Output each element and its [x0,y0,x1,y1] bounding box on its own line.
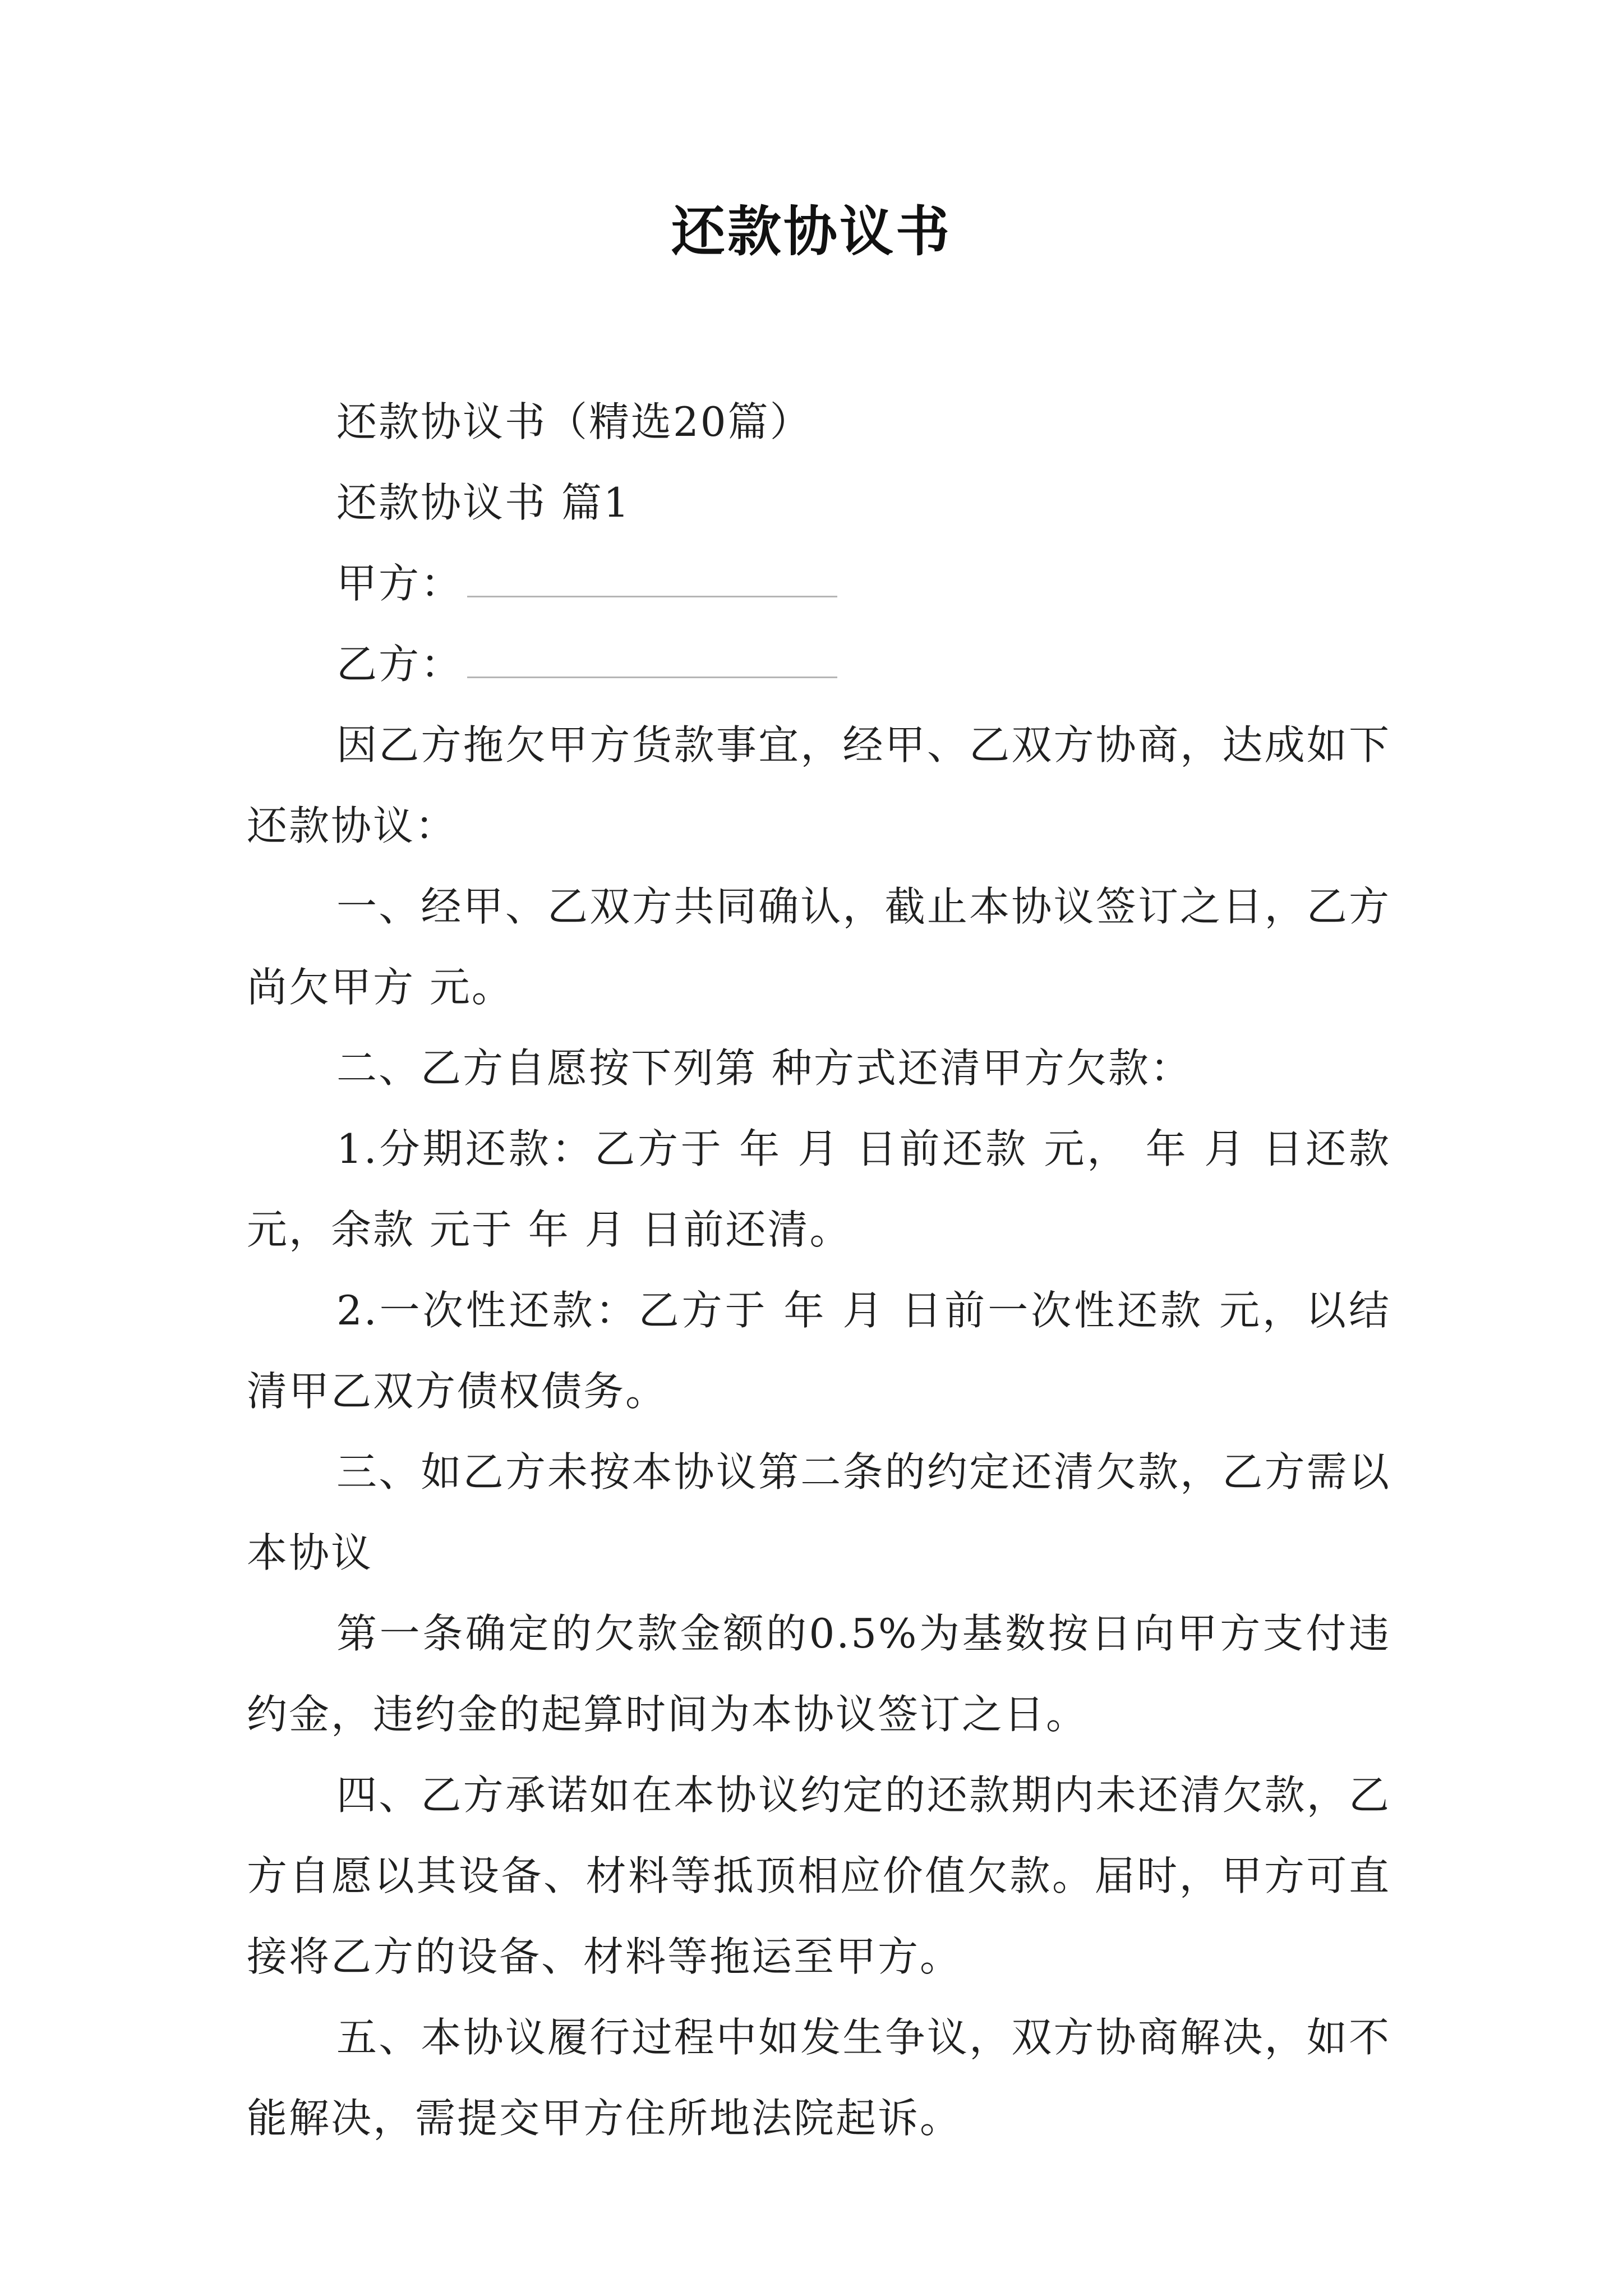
paragraph-clause-2: 二、乙方自愿按下列第 种方式还清甲方欠款： [336,1045,1192,1092]
document-subtitle: 还款协议书（精选20篇） [336,398,812,445]
paragraph-clause-3: 三、如乙方未按本协议第二条的约定还清欠款，乙方需以本协议 [247,1448,1391,1576]
paragraph-clause-4: 四、乙方承诺如在本协议约定的还款期内未还清欠款，乙方自愿以其设备、材料等抵顶相应价值欠款。届时，甲方可直接将乙方的设备、材料等拖运至甲方。 [247,1772,1391,1980]
party-a-blank [467,562,837,597]
party-b-label: 乙方： [336,641,463,688]
document-title: 还款协议书 [671,200,952,263]
paragraph-intro: 因乙方拖欠甲方货款事宜，经甲、乙双方协商，达成如下还款协议： [247,721,1391,849]
paragraph-clause-3-continued: 第一条确定的欠款金额的0.5%为基数按日向甲方支付违约金，违约金的起算时间为本协议签订之日。 [247,1610,1391,1738]
section-heading: 还款协议书 篇1 [336,479,631,526]
paragraph-clause-2-option-2: 2.一次性还款：乙方于 年 月 日前一次性还款 元，以结清甲乙双方债权债务。 [247,1287,1391,1415]
paragraph-clause-1: 一、经甲、乙双方共同确认，截止本协议签订之日，乙方尚欠甲方 元。 [247,883,1391,1011]
party-a-line [247,543,1391,624]
paragraph-clause-2-option-1: 1.分期还款：乙方于 年 月 日前还款 元， 年 月 日还款 元，余款 元于 年 月 日前还清。 [247,1125,1391,1253]
paragraph-clause-5: 五、本协议履行过程中如发生争议，双方协商解决，如不能解决，需提交甲方住所地法院起诉。 [247,2014,1391,2142]
party-b-blank [467,643,837,678]
party-b-line [247,624,1391,705]
party-a-label: 甲方： [336,560,463,607]
document-body [247,381,1391,2159]
